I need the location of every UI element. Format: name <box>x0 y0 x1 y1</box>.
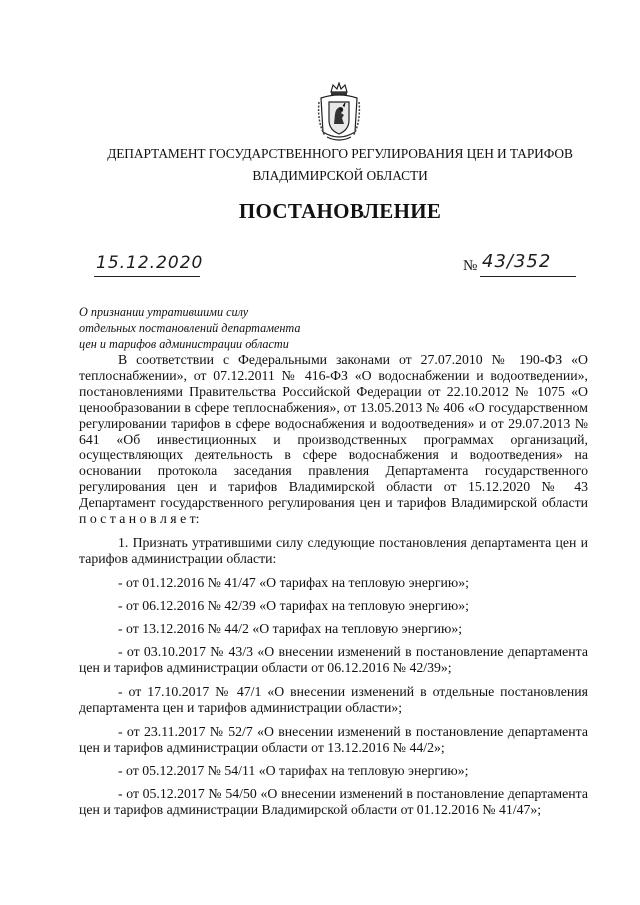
list-item <box>79 621 588 637</box>
subject-line: цен и тарифов администрации области <box>79 337 289 351</box>
preamble-line-resolves: п о с т а н о в л я е т: <box>79 511 200 527</box>
preamble-line: регулирования цен и тарифов Владимирской области от 15.12.2020 № 43 <box>79 479 588 495</box>
number-underline <box>480 276 576 277</box>
item-line: - от 01.12.2016 № 41/47 «О тарифах на тепловую энергию»; <box>118 575 469 590</box>
item-line: - от 17.10.2017 № 47/1 «О внесении изменений в отдельные постановления <box>118 684 588 699</box>
preamble-line: постановлениями Правительства Российской Федерации от 22.10.2012 № 1075 «О <box>79 383 588 399</box>
list-item <box>79 535 588 567</box>
list-item <box>79 684 588 716</box>
item-line: - от 05.12.2017 № 54/50 «О внесении изменений в постановление департамента <box>118 786 588 801</box>
item-line: - от 13.12.2016 № 44/2 «О тарифах на тепловую энергию»; <box>118 621 463 636</box>
list-item <box>79 575 588 591</box>
item-line: 1. Признать утратившими силу следующие постановления департамента цен и <box>118 535 588 550</box>
date-handwritten: 15.12.2020 <box>96 253 204 273</box>
preamble-line: основании протокола заседания правления Департамента государственного <box>79 463 588 479</box>
preamble-line: 641 «Об инвестиционных и производственных программах организаций, <box>79 431 588 447</box>
preamble-line: осуществляющих деятельность в сфере водоснабжения и водоотведения» на <box>79 447 588 463</box>
item-line: - от 23.11.2017 № 52/7 «О внесении изменений в постановление департамента <box>118 724 588 739</box>
item-line: - от 06.12.2016 № 42/39 «О тарифах на тепловую энергию»; <box>118 598 469 613</box>
preamble-line: В соответствии с Федеральными законами от 27.07.2010 № 190-ФЗ «О <box>118 352 588 367</box>
coat-of-arms-icon <box>315 82 363 144</box>
document-title: ПОСТАНОВЛЕНИЕ <box>238 199 442 223</box>
list-item <box>79 763 588 779</box>
preamble-line: ценообразовании в сфере теплоснабжения», от 13.05.2013 № 406 «О государственном <box>79 399 588 415</box>
department-name-line-2: ВЛАДИМИРСКОЙ ОБЛАСТИ <box>252 168 428 183</box>
list-item <box>79 644 588 676</box>
subject-line: отдельных постановлений департамента <box>79 321 301 335</box>
item-line: тарифов администрации области: <box>79 551 277 566</box>
item-line: цен и тарифов администрации области от 06.12.2016 № 42/39»; <box>79 660 452 675</box>
number-sign: № <box>463 258 478 274</box>
preamble-line: теплоснабжении», от 07.12.2011 № 416-ФЗ «О водоснабжении и водоотведении», <box>79 367 588 383</box>
document-subject <box>79 304 300 352</box>
department-name-line-1: ДЕПАРТАМЕНТ ГОСУДАРСТВЕННОГО РЕГУЛИРОВАНИЯ ЦЕН И ТАРИФОВ <box>107 146 573 161</box>
item-line: - от 05.12.2017 № 54/11 «О тарифах на тепловую энергию»; <box>118 763 469 778</box>
item-line: - от 03.10.2017 № 43/3 «О внесении изменений в постановление департамента <box>118 644 588 659</box>
list-item <box>79 598 588 614</box>
number-handwritten: 43/352 <box>482 251 552 272</box>
date-underline <box>94 276 200 277</box>
document-number <box>482 251 574 277</box>
preamble-line: Департамент государственного регулирования цен и тарифов Владимирской области <box>79 495 588 511</box>
item-line: цен и тарифов администрации Владимирской области от 01.12.2016 № 41/47»; <box>79 802 542 817</box>
item-line: департамента цен и тарифов администрации области»; <box>79 700 403 715</box>
preamble-paragraph <box>79 352 588 527</box>
subject-line: О признании утратившими силу <box>79 305 249 319</box>
list-item <box>79 724 588 756</box>
list-item <box>79 786 588 818</box>
preamble-line: регулировании тарифов в сфере водоснабжения и водоотведения» и от 29.07.2013 № <box>79 415 588 431</box>
item-line: цен и тарифов администрации области от 13.12.2016 № 44/2»; <box>79 740 445 755</box>
